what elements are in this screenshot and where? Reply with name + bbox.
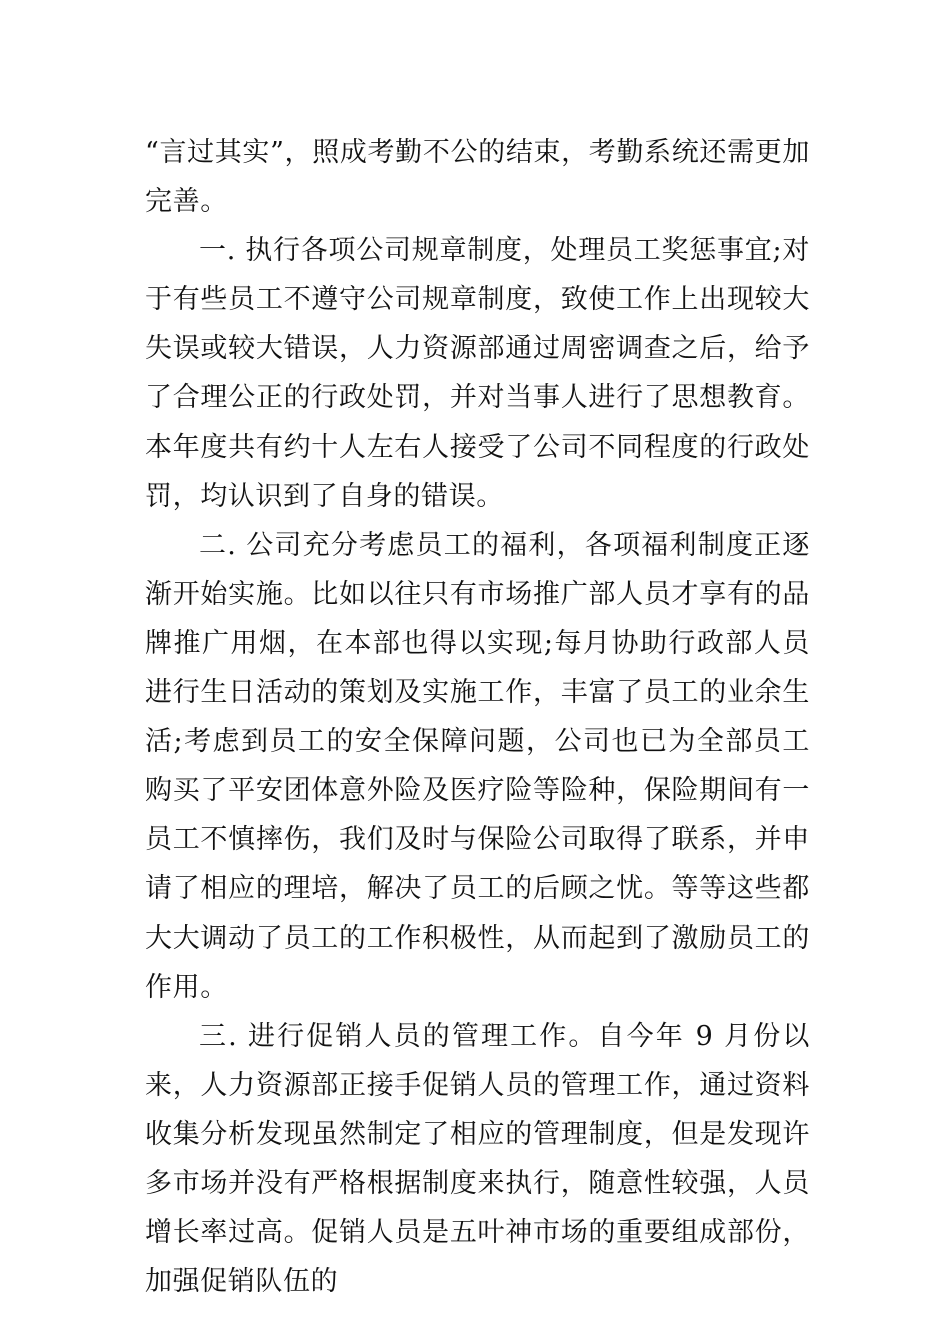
paragraph-item-1: 一. 执行各项公司规章制度，处理员工奖惩事宜;对于有些员工不遵守公司规章制度，致使工作上出现较大失误或较大错误，人力资源部通过周密调查之后，给予了合理公正的行政处罚，并对当事人进行了思想教育。本年度共有约十人左右人接受了公司不同程度的行政处罚，均认识到了自身的错误。 <box>145 235 810 512</box>
document-body <box>145 128 810 1306</box>
paragraph-item-2: 二. 公司充分考虑员工的福利，各项福利制度正逐渐开始实施。比如以往只有市场推广部人员才享有的品牌推广用烟，在本部也得以实现;每月协助行政部人员进行生日活动的策划及实施工作，丰富了员工的业余生活;考虑到员工的安全保障问题，公司也已为全部员工购买了平安团体意外险及医疗险等险种，保险期间有一员工不慎摔伤，我们及时与保险公司取得了联系，并申请了相应的理培，解决了员工的后顾之忧。等等这些都大大调动了员工的工作积极性，从而起到了激励员工的作用。 <box>145 529 810 1003</box>
paragraph-continuation: “言过其实”，照成考勤不公的结束，考勤系统还需更加完善。 <box>145 137 810 218</box>
paragraph-item-3: 三. 进行促销人员的管理工作。自今年 9 月份以来，人力资源部正接手促销人员的管理工作，通过资料收集分析发现虽然制定了相应的管理制度，但是发现许多市场并没有严格根据制度来执行，随意性较强，人员增长率过高。促销人员是五叶神市场的重要组成部份，加强促销队伍的 <box>145 1020 810 1298</box>
